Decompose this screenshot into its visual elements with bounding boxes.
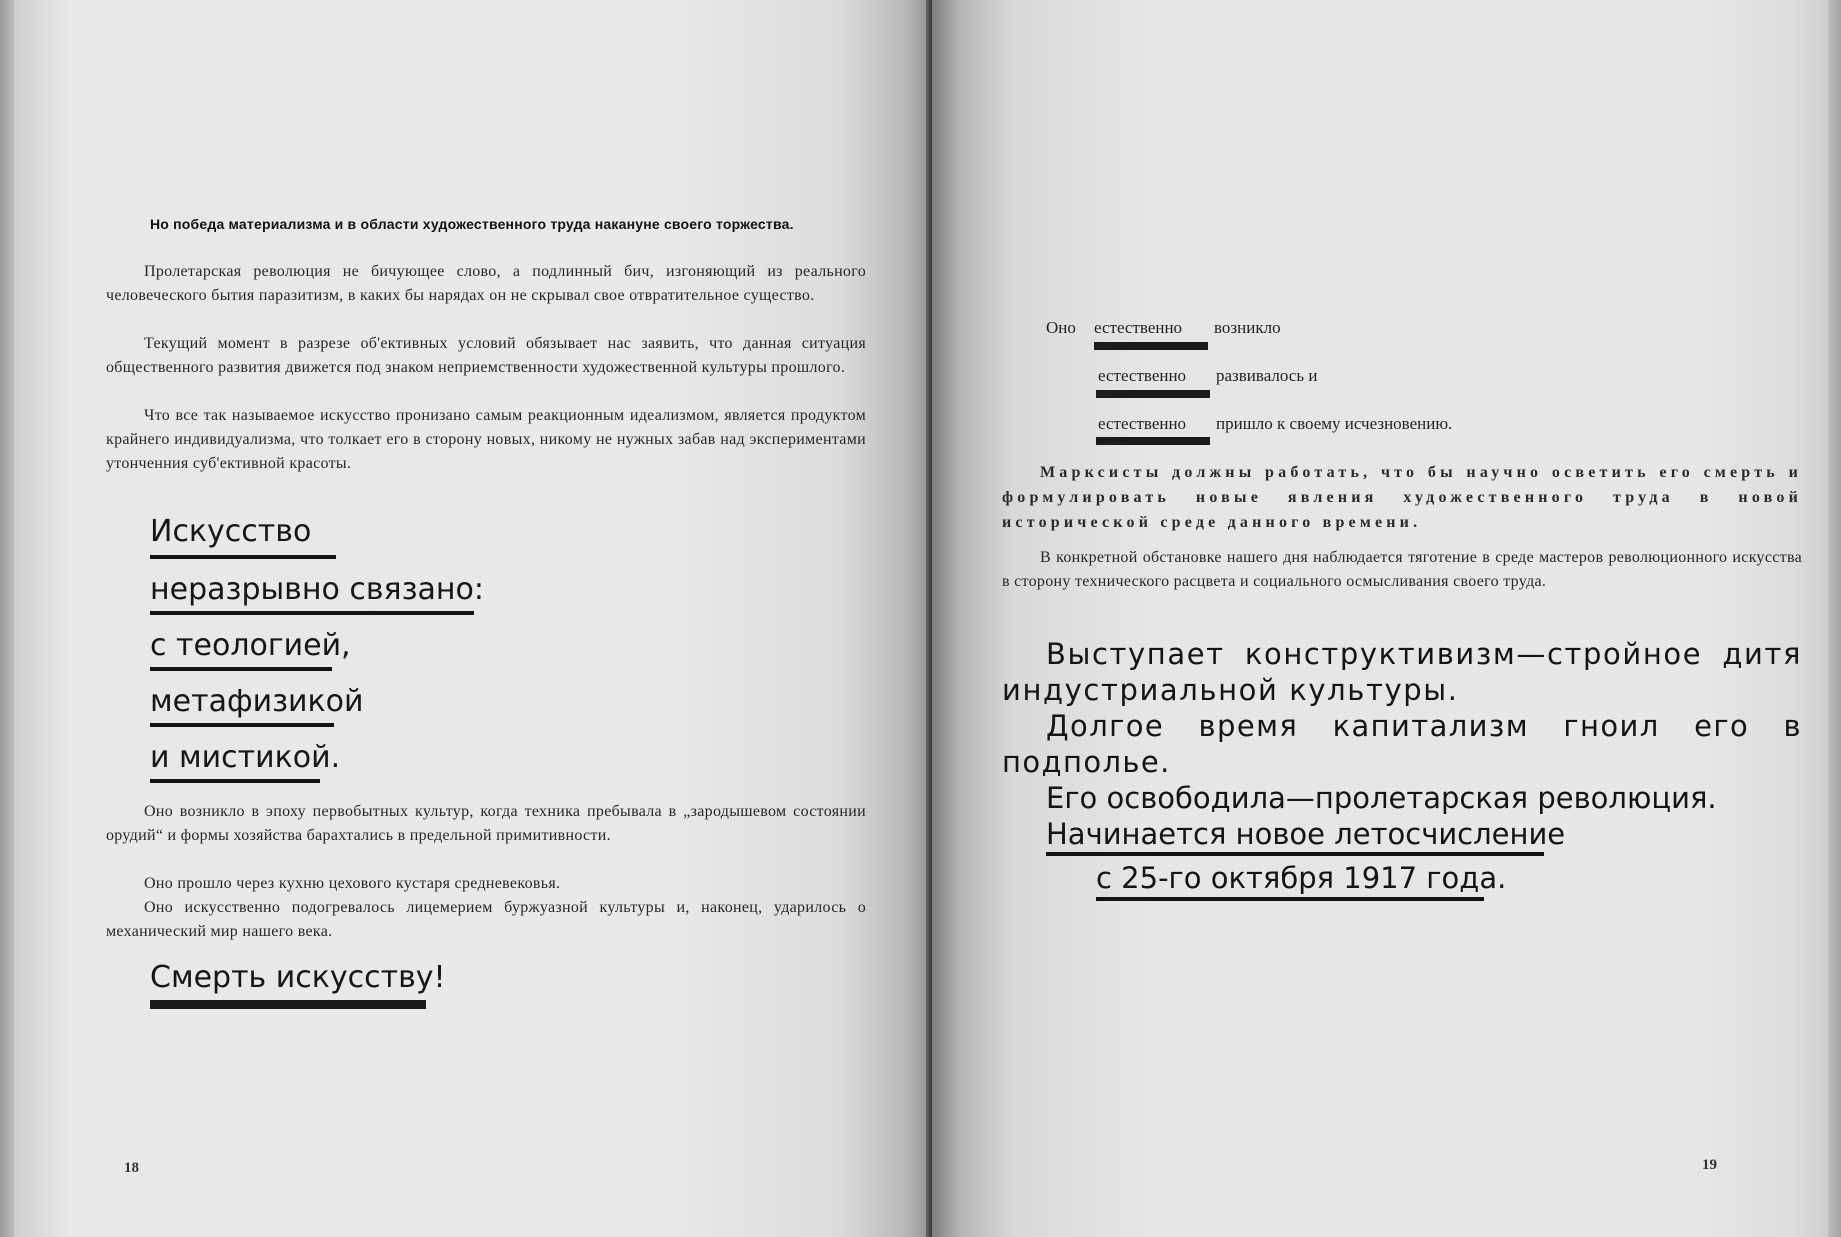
paragraph-origin: Оно возникло в эпоху первобытных культур, когда техника пребывала в „зародышевом состоянии орудий“ и формы хозяйства барахтались в предельной примитивности. xyxy=(106,803,866,844)
line-1-prefix: Оно xyxy=(1046,318,1076,337)
page-edge-left xyxy=(0,0,14,1237)
statement-capitalism xyxy=(1002,708,1802,780)
line-3-bar xyxy=(1096,437,1210,445)
line-2-suffix: развивалось и xyxy=(1216,366,1318,385)
paragraph-concrete: В конкретной обстановке нашего дня наблюдается тяготение в среде мастеров революционного искусства в сторону технического расцвета и социального осмысливания своего труда. xyxy=(1002,549,1802,590)
statement-constructivism xyxy=(1002,636,1802,708)
line-2-word: естественно xyxy=(1098,366,1187,385)
paragraph-revolution: Пролетарская революция не бичующее слово, а подлинный бич, изгоняющий из реального человеческого бытия паразитизм, в каких бы нарядах он не скрывал свое отвратительное существо. xyxy=(106,263,866,304)
statement-october-date: с 25-го октября 1917 года. xyxy=(1096,861,1507,895)
october-date-underline xyxy=(1096,897,1484,901)
constructivism-text: Выступает конструктивизм—стройное дитя индустриальной культуры. xyxy=(1002,637,1802,707)
slogan-art-underline xyxy=(150,555,336,559)
lead-paragraph xyxy=(150,212,866,237)
page-edge-right xyxy=(1828,0,1841,1237)
line-2-bar xyxy=(1096,390,1210,398)
slogan-theology: с теологией, xyxy=(150,628,351,663)
death-to-art-slogan: Смерть искусству! xyxy=(150,960,446,995)
capitalism-text: Долгое время капитализм гноил его в подполье. xyxy=(1002,709,1802,779)
slogan-metaphysics-underline xyxy=(150,723,334,727)
new-era-underline xyxy=(1046,852,1544,856)
paragraph-current-moment: Текущий момент в разрезе об'ективных условий обязывает нас заявить, что данная ситуация общественного развития движется под знаком неприемственности художественной культуры прошлого. xyxy=(106,335,866,376)
paragraph-bourgeois: Оно искусственно подогревалось лицемерием буржуазной культуры и, наконец, ударилось о механический мир нашего века. xyxy=(106,899,866,940)
slogan-mysticism-underline xyxy=(150,779,320,783)
line-3-suffix: пришло к своему исчезновению. xyxy=(1216,414,1453,433)
slogan-mysticism: и мистикой. xyxy=(150,740,341,775)
paragraph-middle-ages: Оно прошло через кухню цехового кустаря средневековья. xyxy=(144,875,561,892)
line-1-word: естественно xyxy=(1094,318,1183,337)
paragraph-idealism: Что все так называемое искусство пронизано самым реакционным идеализмом, является продуктом крайнего индивидуализма, что толкает его в сторону новых, никому не нужных забав над экспериментами утонченния суб'ективной красоты. xyxy=(106,407,866,472)
left-page xyxy=(14,0,932,1237)
slogan-metaphysics: метафизикой xyxy=(150,684,364,719)
slogan-theology-underline xyxy=(150,667,332,671)
page-number-right: 19 xyxy=(1702,1157,1717,1173)
line-3-word: естественно xyxy=(1098,414,1187,433)
right-page xyxy=(932,0,1828,1237)
statement-new-era: Начинается новое летосчисление xyxy=(1046,817,1566,851)
line-1-bar xyxy=(1094,342,1208,350)
slogan-linked: неразрывно связано: xyxy=(150,572,484,607)
death-to-art-bar xyxy=(150,1000,426,1009)
slogan-linked-underline xyxy=(150,611,474,615)
paragraph-marxists: Марксисты должны работать, что бы научно осветить его смерть и формулировать новые явления художественного труда в новой исторической среде данного времени. xyxy=(1002,464,1802,531)
line-1-suffix: возникло xyxy=(1214,318,1281,337)
statement-liberation: Его освободила—пролетарская революция. xyxy=(1046,781,1717,815)
slogan-art: Искусство xyxy=(150,514,312,549)
lead-bold-text: Но победа материализма и в области художественного труда накануне своего торжества. xyxy=(150,216,794,232)
page-number-left: 18 xyxy=(124,1160,139,1176)
